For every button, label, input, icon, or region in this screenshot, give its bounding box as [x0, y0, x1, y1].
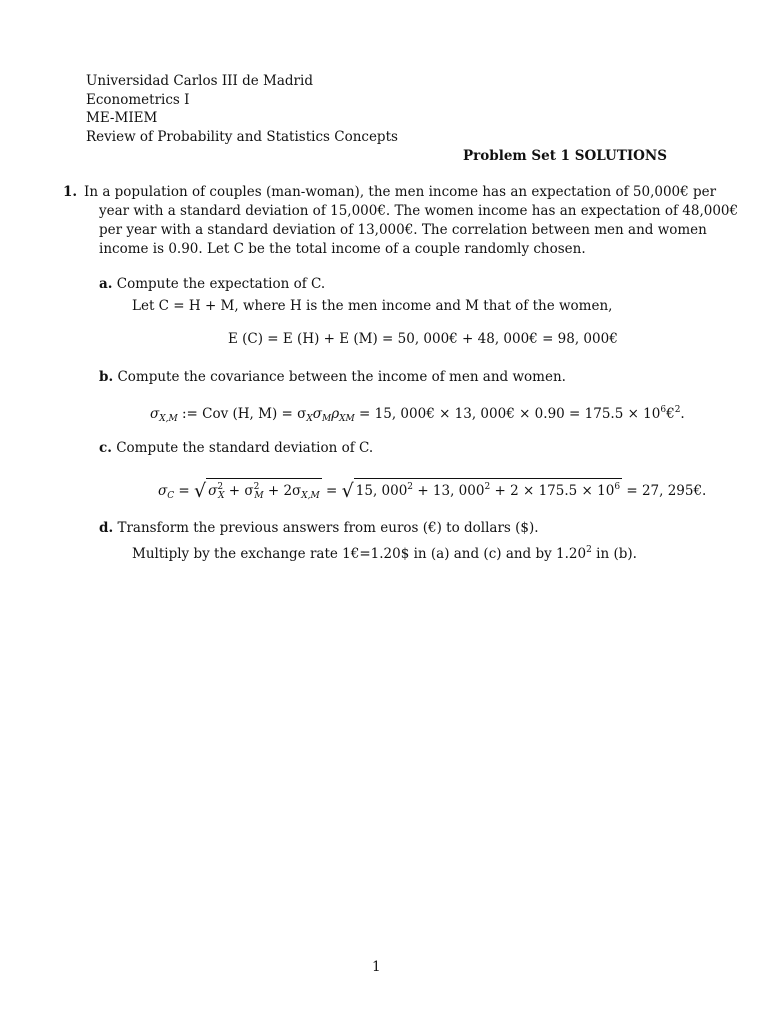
part-a-label: a.: [99, 276, 113, 292]
part-c: [99, 439, 373, 458]
part-d-answer: Multiply by the exchange rate 1€=1.20$ in (a) and (c) and by 1.20$^2$ in (b).: [132, 545, 637, 562]
part-a-answer: Let C = H + M, where H is the men income and M that of the women,: [132, 298, 613, 314]
document-title: Problem Set 1 SOLUTIONS: [463, 148, 668, 164]
part-a-question: Compute the expectation of C.: [116, 276, 326, 292]
university-name: Universidad Carlos III de Madrid: [86, 73, 313, 89]
program-name: ME-MIEM: [86, 110, 158, 126]
page-number: 1: [372, 959, 381, 975]
sqrt-sign-2: √: [341, 480, 354, 502]
part-a: [99, 275, 325, 294]
problem-text-line-1: In a population of couples (man-woman), the men income has an expectation of 50,000€ per: [84, 184, 717, 200]
part-d-label: d.: [99, 520, 114, 536]
problem-text-line-4: income is 0.90. Let C be the total income of a couple randomly chosen.: [99, 241, 586, 257]
part-d: [99, 519, 539, 538]
part-b: [99, 368, 566, 387]
problem-number: 1.: [63, 184, 78, 200]
part-c-label: c.: [99, 440, 112, 456]
part-d-question: Transform the previous answers from euros (€) to dollars ($).: [117, 520, 539, 536]
part-b-equation: $\sigma_{X,M}$ := Cov (H, $M) = \sigma_X\sigma_M\rho_{XM} = 15$, 000€ × 13, 000€ × $0.90 = 175.5 \times 10^6€^2$.: [150, 405, 685, 424]
part-c-question: Compute the standard deviation of C.: [116, 440, 374, 456]
topic-title: Review of Probability and Statistics Concepts: [86, 129, 398, 145]
problem-text-line-3: per year with a standard deviation of 13,000€. The correlation between men and women: [99, 222, 707, 238]
sqrt-sign-1: √: [194, 480, 207, 502]
part-b-label: b.: [99, 369, 114, 385]
part-b-question: Compute the covariance between the income of men and women.: [117, 369, 566, 385]
part-c-equation: $\sigma_C$ = √ $\sigma^2_X + \sigma^2_M + 2\sigma_{X,M}$ = √ 15, $000^2 + 13$, $000^2 + 2 \times 175.5 \times 10^6 = 27$, 295€.: [158, 480, 707, 502]
course-name: Econometrics I: [86, 92, 190, 108]
problem-text-line-2: year with a standard deviation of 15,000€. The women income has an expectation of 48,000€: [99, 203, 739, 219]
part-a-equation: E (C) = E (H) + E (M) = 50, 000€ + 48, 000€ = 98, 000€: [228, 331, 618, 347]
